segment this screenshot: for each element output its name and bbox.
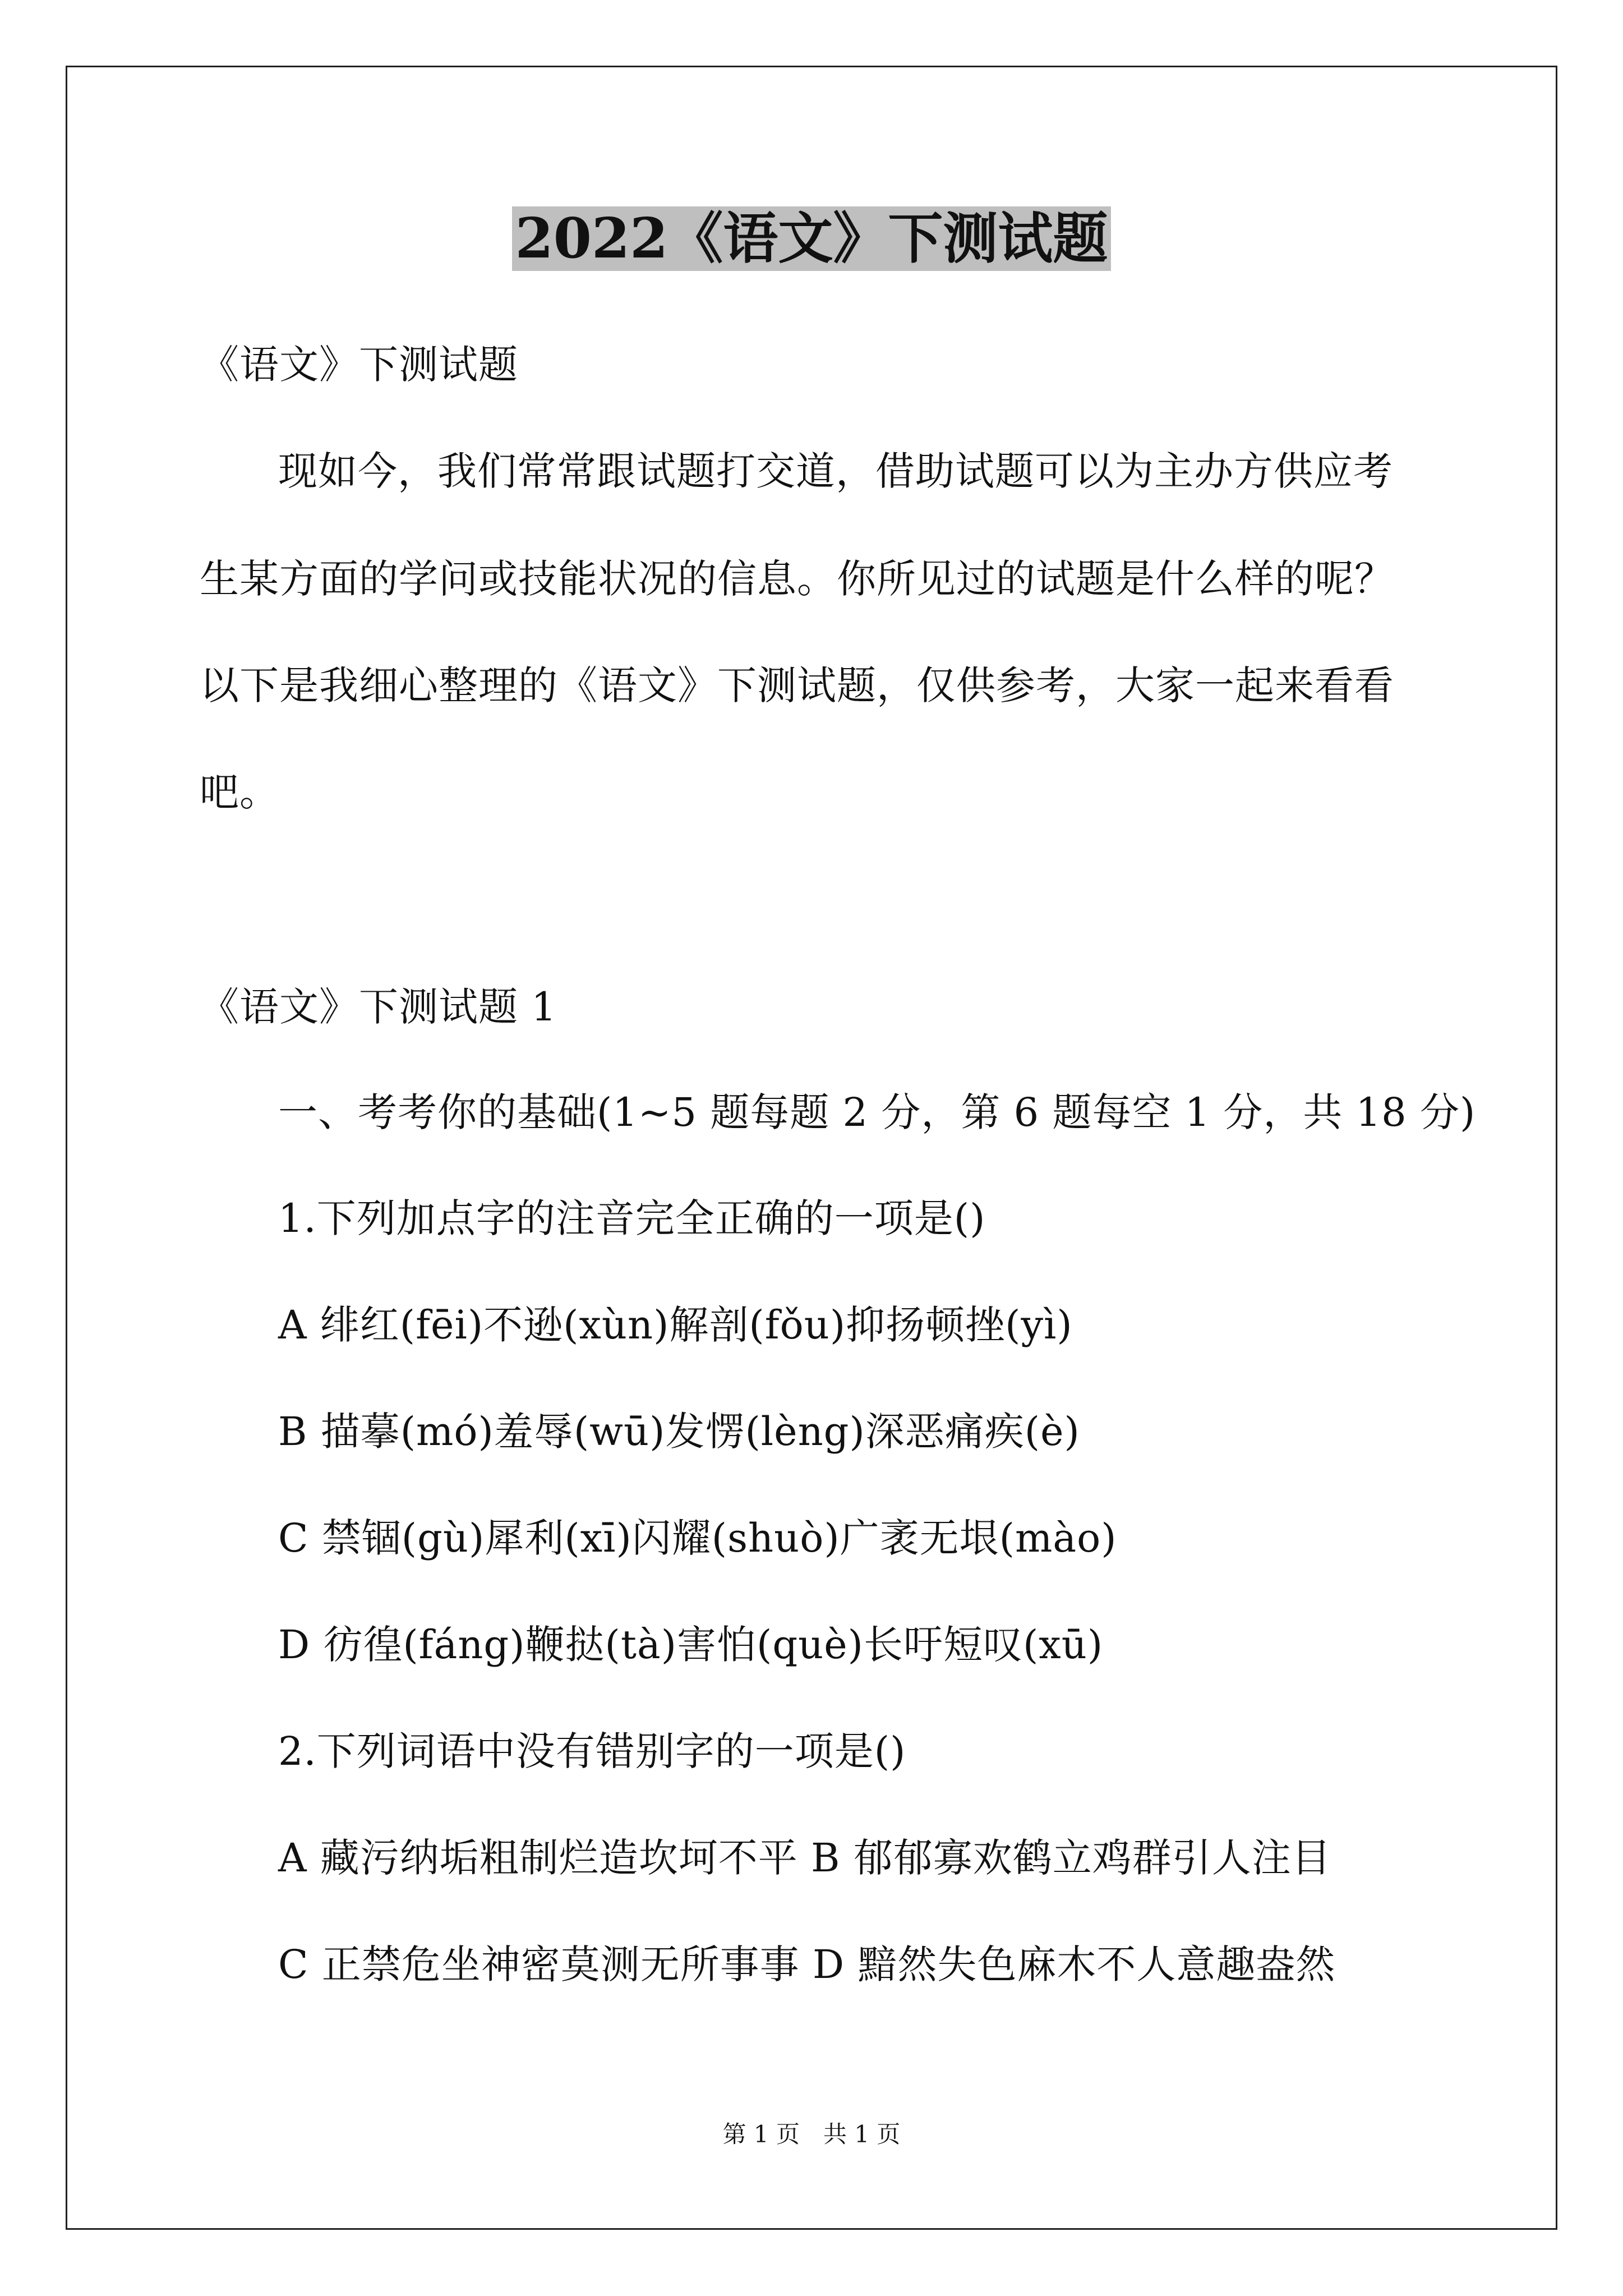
question-1-stem: 1.下列加点字的注音完全正确的一项是() bbox=[278, 1195, 986, 1241]
part-heading: 一、考考你的基础(1~5 题每题 2 分，第 6 题每空 1 分，共 18 分) bbox=[278, 1089, 1476, 1135]
question-1-option-d: D 彷徨(fáng)鞭挞(tà)害怕(què)长吁短叹(xū) bbox=[278, 1622, 1104, 1668]
intro-line-4: 吧。 bbox=[200, 769, 279, 815]
document-title bbox=[0, 200, 1623, 278]
question-2-options-ab: A 藏污纳垢粗制烂造坎坷不平 B 郁郁寡欢鹤立鸡群引人注目 bbox=[278, 1835, 1331, 1881]
question-2-options-cd: C 正禁危坐神密莫测无所事事 D 黯然失色麻木不人意趣盎然 bbox=[278, 1941, 1336, 1987]
intro-line-3: 以下是我细心整理的《语文》下测试题，仅供参考，大家一起来看看 bbox=[200, 662, 1394, 708]
intro-line-1: 现如今，我们常常跟试题打交道，借助试题可以为主办方供应考 bbox=[278, 448, 1393, 494]
intro-line-2: 生某方面的学问或技能状况的信息。你所见过的试题是什么样的呢？ bbox=[200, 556, 1394, 602]
title-text: 2022《语文》下测试题 bbox=[512, 206, 1112, 271]
subtitle: 《语文》下测试题 bbox=[200, 342, 518, 388]
section-title: 《语文》下测试题 1 bbox=[200, 984, 557, 1030]
question-2-stem: 2.下列词语中没有错别字的一项是() bbox=[278, 1728, 906, 1774]
question-1-option-b: B 描摹(mó)羞辱(wū)发愣(lèng)深恶痛疾(è) bbox=[278, 1409, 1080, 1455]
question-1-option-c: C 禁锢(gù)犀利(xī)闪耀(shuò)广袤无垠(mào) bbox=[278, 1515, 1117, 1561]
page-footer: 第 1 页 共 1 页 bbox=[722, 2120, 901, 2148]
question-1-option-a: A 绯红(fēi)不逊(xùn)解剖(fǒu)抑扬顿挫(yì) bbox=[278, 1302, 1073, 1348]
